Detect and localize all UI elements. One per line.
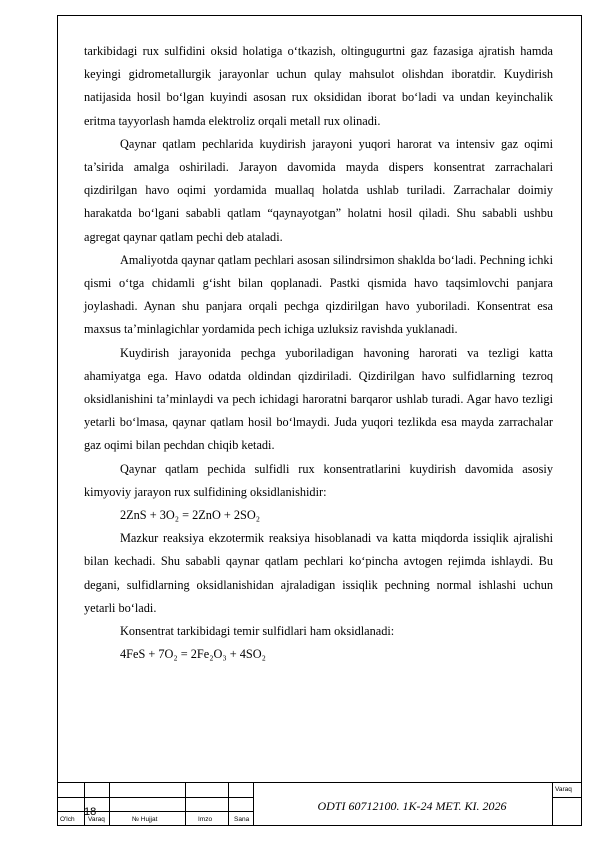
document-body <box>84 40 553 666</box>
title-block-divider <box>228 783 229 826</box>
title-block-divider <box>253 783 254 826</box>
page-number: 18 <box>84 806 97 818</box>
title-block-divider <box>185 783 186 826</box>
column-sana: Sana <box>234 816 250 823</box>
title-block <box>57 782 582 826</box>
title-block-divider <box>552 783 553 826</box>
column-imzo: Imzo <box>198 816 213 823</box>
title-block-rule <box>552 797 582 798</box>
paragraph: Konsentrat tarkibidagi temir sulfidlari ham oksidlanadi: <box>120 624 395 639</box>
column-varaq: Varaq <box>88 816 105 823</box>
document-code: ODTI 60712100. 1K-24 MET. KI. 2026 <box>317 799 507 813</box>
equation: 2ZnS + 3O₂ = 2ZnO + 2SO₂ <box>120 508 261 523</box>
equation: 4FeS + 7O₂ = 2Fe₂O₃ + 4SO₂ <box>120 647 266 662</box>
paragraph: Kuydirish jarayonida pechga yuboriladigan havoning harorati va tezligi katta ahamiyatga ega. Havo odatda oldindan qizdiriladi. Qizdirilgan havo sulfidlarning tezroq oksidlanishini ta’minlaydi va pech ichidagi haroratni barqaror ushlab turadi. Agar havo tezligi yetarli bo‘lmasa, qaynar qatlam hosil bo‘lmaydi. Juda yuqori tezlikda esa mayda zarrachalar gaz oqimi bilan pechdan chiqib ketadi. <box>84 345 553 453</box>
paragraph: tarkibidagi rux sulfidini oksid holatiga o‘tkazish, oltingugurtni gaz fazasiga ajratish hamda keyingi gidrometallurgik jarayonlar uchun qulay mahsulot olishdan iboratdir. Kuydirish natijasida hosil bo‘lgan kuyindi asosan rux oksididan iborat bo‘ladi va undan keyinchalik eritma tayyorlash hamda elektroliz orqali metall rux olinadi. <box>84 44 553 128</box>
title-block-divider <box>84 783 85 826</box>
sheet-label: Varaq <box>555 786 572 793</box>
title-block-divider <box>109 783 110 826</box>
paragraph: Amaliyotda qaynar qatlam pechlari asosan silindrsimon shaklda bo‘ladi. Pechning ichki qismi o‘tga chidamli g‘isht bilan qoplanadi. Pastki qismida havo taqsimlovchi panjara joylashadi. Aynan shu panjara orqali pechga qizdirilgan havo yuboriladi. Konsentrat esa maxsus ta’minlagichlar yordamida pech ichiga uzluksiz ravishda yuklanadi. <box>84 252 553 337</box>
column-olch: O'lch <box>60 816 75 823</box>
paragraph: Qaynar qatlam pechida sulfidli rux konsentratlarini kuydirish davomida asosiy kimyoviy jarayon rux sulfidining oksidlanishidir: <box>84 461 553 499</box>
paragraph: Qaynar qatlam pechlarida kuydirish jarayoni yuqori harorat va intensiv gaz oqimi ta’sirida amalga oshiriladi. Jarayon davomida mayda dispers konsentrat zarrachalari qizdirilgan havo oqimi yordamida muallaq holatda ushlab turiladi. Zarrachalar doimiy harakatda bo‘lgani sababli qatlam “qaynayotgan” holatni hosil qiladi. Shu sababli ushbu agregat qaynar qatlam pechi deb ataladi. <box>84 136 553 244</box>
paragraph: Mazkur reaksiya ekzotermik reaksiya hisoblanadi va katta miqdorda issiqlik ajralishi bilan kechadi. Shu sababli qaynar qatlam pechlari ko‘pincha avtogen rejimda ishlaydi. Bu degani, sulfidlarning oksidlanishidan ajraladigan issiqlik pechning normal ishlashi uchun yetarli bo‘ladi. <box>84 531 553 615</box>
title-block-rule <box>57 797 253 798</box>
column-hujjat: № Hujjat <box>132 816 158 823</box>
